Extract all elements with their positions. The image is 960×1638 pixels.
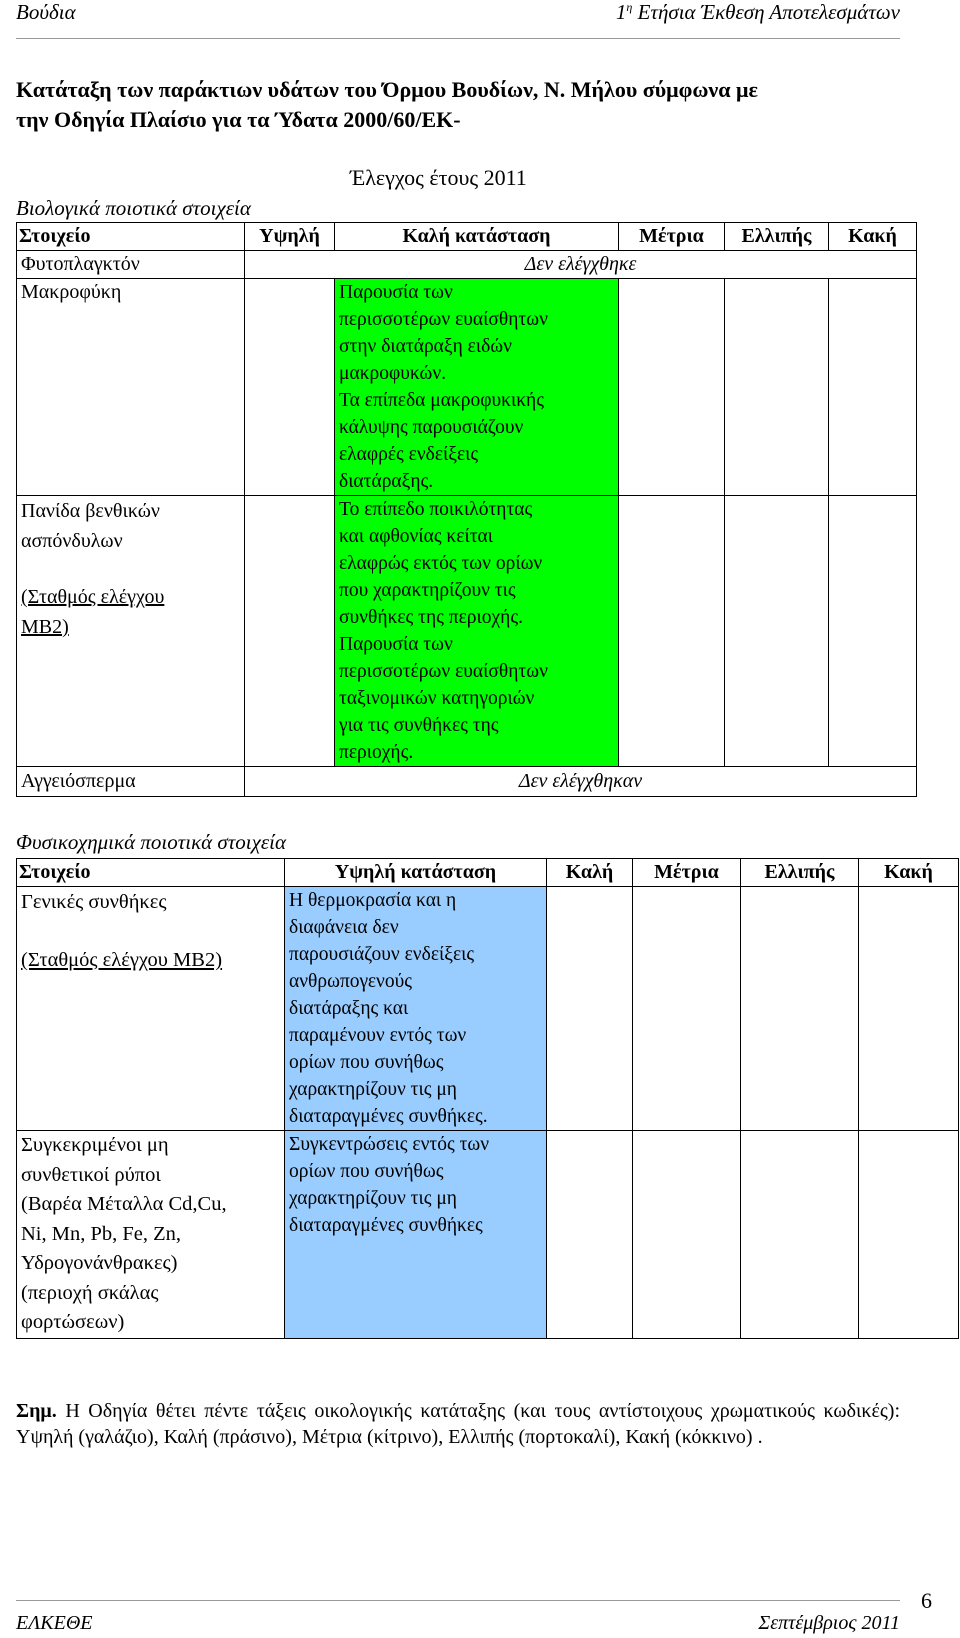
bio-row-fauna — [17, 496, 917, 767]
general-good-cell — [547, 887, 633, 1131]
footer-right: Σεπτέμβριος 2011 — [758, 1612, 900, 1634]
bio-header-poor: Ελλιπής — [725, 223, 829, 251]
bio-table — [16, 222, 917, 797]
macro-label: Μακροφύκη — [17, 279, 245, 496]
general-bad-cell — [859, 887, 959, 1131]
pollutants-high-cell: Συγκεντρώσεις εντός των ορίων που συνήθως χαρακτηρίζουν τις μη διαταραγμένες συνθήκες — [285, 1131, 547, 1339]
angio-value: Δεν ελέγχθηκαν — [245, 767, 917, 797]
phys-header-moderate: Μέτρια — [633, 859, 741, 887]
bio-header-good: Καλή κατάσταση — [335, 223, 619, 251]
phys-header-poor: Ελλιπής — [741, 859, 859, 887]
note-label: Σημ. — [16, 1400, 57, 1422]
fauna-moderate-cell — [619, 496, 725, 767]
pollutants-bad-cell — [859, 1131, 959, 1339]
phys-section-title: Φυσικοχημικά ποιοτικά στοιχεία — [16, 830, 286, 854]
page-number: 6 — [921, 1588, 932, 1613]
header-left: Βούδια — [16, 0, 76, 24]
fauna-label: Πανίδα βενθικών ασπόνδυλων (Σταθμός ελέγχου ΜΒ2) — [17, 496, 245, 767]
general-moderate-cell — [633, 887, 741, 1131]
bio-header-bad: Κακή — [829, 223, 917, 251]
macro-poor-cell — [725, 279, 829, 496]
note-paragraph — [16, 1398, 900, 1450]
phys-row-general — [17, 887, 959, 1131]
pollutants-good-cell — [547, 1131, 633, 1339]
bio-header-moderate: Μέτρια — [619, 223, 725, 251]
footer-left: ΕΛΚΕΘΕ — [16, 1612, 93, 1634]
phyto-label: Φυτοπλαγκτόν — [17, 251, 245, 279]
pollutants-moderate-cell — [633, 1131, 741, 1339]
general-label: Γενικές συνθήκες (Σταθμός ελέγχου ΜΒ2) — [17, 887, 285, 1131]
header-right: $1^\eta$ Ετήσια Έκθεση Αποτελεσμάτων — [615, 0, 900, 24]
general-high-cell: Η θερμοκρασία και η διαφάνεια δεν παρουσιάζουν ενδείξεις ανθρωπογενούς διατάραξης και παραμένουν εντός των ορίων που συνήθως χαρακτηρίζουν τις μη διαταραγμένες συνθήκες. — [285, 887, 547, 1131]
bio-row-phyto — [17, 251, 917, 279]
phys-row-pollutants — [17, 1131, 959, 1339]
phys-header-element: Στοιχείο — [17, 859, 285, 887]
page-header — [16, 0, 900, 39]
bio-header-row — [17, 223, 917, 251]
phys-header-good: Καλή — [547, 859, 633, 887]
general-poor-cell — [741, 887, 859, 1131]
pollutants-poor-cell — [741, 1131, 859, 1339]
macro-high-cell — [245, 279, 335, 496]
pollutants-label: Συγκεκριμένοι μη συνθετικοί ρύποι (Βαρέα Μέταλλα Cd,Cu, Ni, Mn, Pb, Fe, Zn, Υδρογονάνθρακες) (περιοχή σκάλας φορτώσεων) — [17, 1131, 285, 1339]
angio-label: Αγγειόσπερμα — [17, 767, 245, 797]
bio-row-macro — [17, 279, 917, 496]
fauna-bad-cell — [829, 496, 917, 767]
bio-header-element: Στοιχείο — [17, 223, 245, 251]
fauna-high-cell — [245, 496, 335, 767]
note-text: Η Οδηγία θέτει πέντε τάξεις οικολογικής κατάταξης (και τους αντίστοιχους χρωματικούς κωδικές): Υψηλή (γαλάζιο), Καλή (πράσινο), Μέτρια (κίτρινο), Ελλιπής (πορτοκαλί), Κακή (κόκκινο) . — [16, 1400, 900, 1448]
macro-moderate-cell — [619, 279, 725, 496]
bio-row-angio — [17, 767, 917, 797]
phys-header-row — [17, 859, 959, 887]
macro-good-cell: Παρουσία των περισσοτέρων ευαίσθητων στην διατάραξη ειδών μακροφυκών. Τα επίπεδα μακροφυκικής κάλυψης παρουσιάζουν ελαφρές ενδείξεις διατάραξης. — [335, 279, 619, 496]
phys-header-bad: Κακή — [859, 859, 959, 887]
phys-table — [16, 858, 959, 1339]
macro-bad-cell — [829, 279, 917, 496]
bio-header-high: Υψηλή — [245, 223, 335, 251]
phys-header-high: Υψηλή κατάσταση — [285, 859, 547, 887]
bio-section-title: Βιολογικά ποιοτικά στοιχεία — [16, 196, 251, 220]
fauna-good-cell: Το επίπεδο ποικιλότητας και αφθονίας κείται ελαφρώς εκτός των ορίων που χαρακτηρίζουν τις συνθήκες της περιοχής. Παρουσία των περισσοτέρων ευαίσθητων ταξινομικών κατηγοριών για τις συνθήκες της περιοχής. — [335, 496, 619, 767]
year-title: Έλεγχος έτους 2011 — [350, 165, 527, 190]
fauna-poor-cell — [725, 496, 829, 767]
document-title: Κατάταξη των παράκτιων υδάτων του Όρμου Βουδίων, Ν. Μήλου σύμφωνα με την Οδηγία Πλαίσιο για τα Ύδατα 2000/60/ΕΚ- — [16, 77, 758, 132]
footer-divider — [16, 1600, 900, 1601]
phyto-value: Δεν ελέγχθηκε — [245, 251, 917, 279]
